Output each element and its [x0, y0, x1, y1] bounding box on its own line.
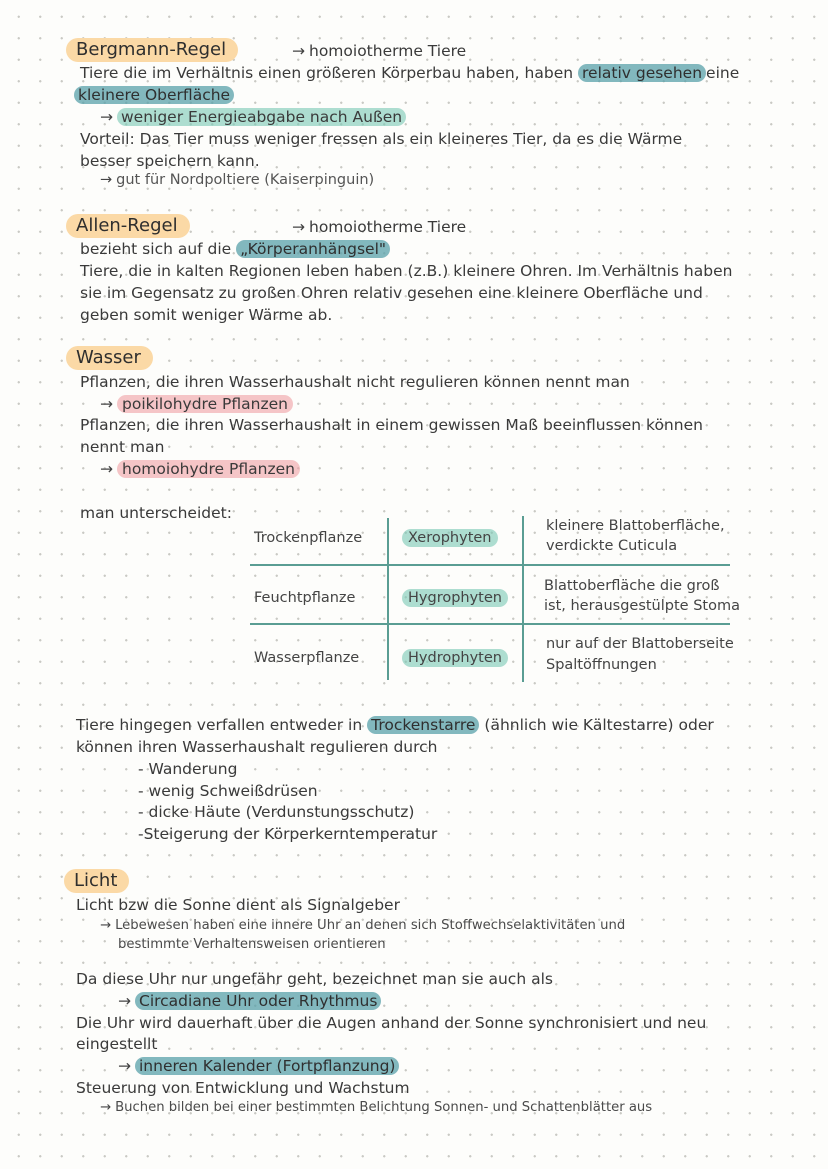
table-cell-desc: Blattoberfläche die groß: [544, 578, 720, 594]
licht-circadian: → Circadiane Uhr oder Rhythmus: [118, 990, 381, 1012]
bergmann-arrow-note: → homoiotherme Tiere: [292, 42, 467, 60]
bergmann-advantage-1: Vorteil: Das Tier muss weniger fressen als ein kleineres Tier, da es die Wärme: [80, 130, 683, 148]
wasser-distinguish: man unterscheidet:: [80, 504, 232, 522]
arrow-icon: →: [100, 108, 113, 126]
arrow-icon: →: [100, 395, 113, 413]
licht-sub-4: → Buchen bilden bei einer bestimmten Belichtung Sonnen- und Schattenblätter aus: [100, 1100, 653, 1115]
licht-sub-1a: → Lebewesen haben eine innere Uhr an denen sich Stoffwechselaktivitäten und: [100, 918, 626, 933]
licht-line-3b: eingestellt: [76, 1035, 158, 1053]
bergmann-example: → gut für Nordpoltiere (Kaiserpinguin): [100, 172, 375, 188]
allen-heading: Allen-Regel: [66, 214, 190, 238]
wasser-line-2: Pflanzen, die ihren Wasserhaushalt in einem gewissen Maß beeinflussen können: [80, 416, 703, 434]
licht-calendar: → inneren Kalender (Fortpflanzung): [118, 1055, 399, 1077]
wasser-poikilo: → poikilohydre Pflanzen: [100, 393, 293, 415]
licht-line-1: Licht bzw die Sonne dient als Signalgeber: [76, 896, 400, 914]
table-cell-name: Hydrophyten: [402, 648, 508, 668]
wasser-homoio: → homoiohydre Pflanzen: [100, 458, 300, 480]
arrow-icon: →: [118, 1057, 131, 1075]
table-cell-type: Wasserpflanze: [254, 650, 360, 666]
allen-line-2: Tiere, die in kalten Regionen leben haben (z.B.) kleinere Ohren. Im Verhältnis haben: [80, 262, 733, 280]
table-cell-type: Trockenpflanze: [254, 530, 363, 546]
arrow-icon: →: [118, 992, 131, 1010]
table-divider: [250, 623, 730, 625]
table-cell-desc: Spaltöffnungen: [546, 657, 657, 673]
table-divider: [387, 518, 389, 680]
table-cell-desc: nur auf der Blattoberseite: [546, 636, 734, 652]
wasser-animals-1: Tiere hingegen verfallen entweder in Trockenstarre (ähnlich wie Kältestarre) oder: [76, 716, 714, 734]
table-cell-name: Xerophyten: [402, 528, 498, 548]
allen-line-4: geben somit weniger Wärme ab.: [80, 306, 333, 324]
licht-line-3a: Die Uhr wird dauerhaft über die Augen anhand der Sonne synchronisiert und neu: [76, 1014, 707, 1032]
arrow-icon: →: [292, 218, 305, 236]
arrow-icon: →: [100, 460, 113, 478]
arrow-icon: →: [100, 918, 112, 933]
highlight: kleinere Oberfläche: [74, 86, 234, 104]
wasser-heading: Wasser: [66, 346, 153, 370]
allen-line-1: bezieht sich auf die „Körperanhängsel": [80, 238, 390, 260]
table-cell-desc: verdickte Cuticula: [546, 538, 678, 554]
bergmann-line-1: Tiere die im Verhältnis einen größeren Körperbau haben, haben relativ gesehen eine: [80, 64, 740, 82]
list-item: - wenig Schweißdrüsen: [138, 782, 318, 800]
table-cell-type: Feuchtpflanze: [254, 590, 356, 606]
table-divider: [250, 564, 730, 566]
arrow-icon: →: [100, 172, 113, 188]
wasser-line-3: nennt man: [80, 438, 165, 456]
licht-line-2: Da diese Uhr nur ungefähr geht, bezeichnet man sie auch als: [76, 970, 553, 988]
wasser-animals-2: können ihren Wasserhaushalt regulieren durch: [76, 738, 438, 756]
list-item: - dicke Häute (Verdunstungsschutz): [138, 803, 415, 821]
table-cell-desc: ist, herausgestülpte Stoma: [544, 598, 740, 614]
bergmann-line-2: [74, 84, 234, 106]
licht-sub-1b: bestimmte Verhaltensweisen orientieren: [118, 937, 386, 952]
bergmann-consequence: → weniger Energieabgabe nach Außen: [100, 106, 406, 128]
highlight: Trockenstarre: [367, 716, 479, 734]
allen-arrow-note: → homoiotherme Tiere: [292, 218, 467, 236]
highlight: relativ gesehen: [578, 64, 706, 82]
table-divider: [522, 516, 524, 682]
bergmann-heading: Bergmann-Regel: [66, 38, 238, 62]
table-cell-desc: kleinere Blattoberfläche,: [546, 518, 725, 534]
list-item: - Wanderung: [138, 760, 238, 778]
list-item: -Steigerung der Körperkerntemperatur: [138, 825, 438, 843]
allen-line-3: sie im Gegensatz zu großen Ohren relativ gesehen eine kleinere Oberfläche und: [80, 284, 703, 302]
bergmann-advantage-2: besser speichern kann.: [80, 152, 260, 170]
highlight: „Körperanhängsel": [236, 240, 390, 258]
table-cell-name: Hygrophyten: [402, 588, 508, 608]
arrow-icon: →: [100, 1100, 112, 1115]
wasser-line-1: Pflanzen, die ihren Wasserhaushalt nicht regulieren können nennt man: [80, 373, 630, 391]
licht-line-4: Steuerung von Entwicklung und Wachstum: [76, 1079, 410, 1097]
arrow-icon: →: [292, 42, 305, 60]
licht-heading: Licht: [64, 869, 129, 893]
